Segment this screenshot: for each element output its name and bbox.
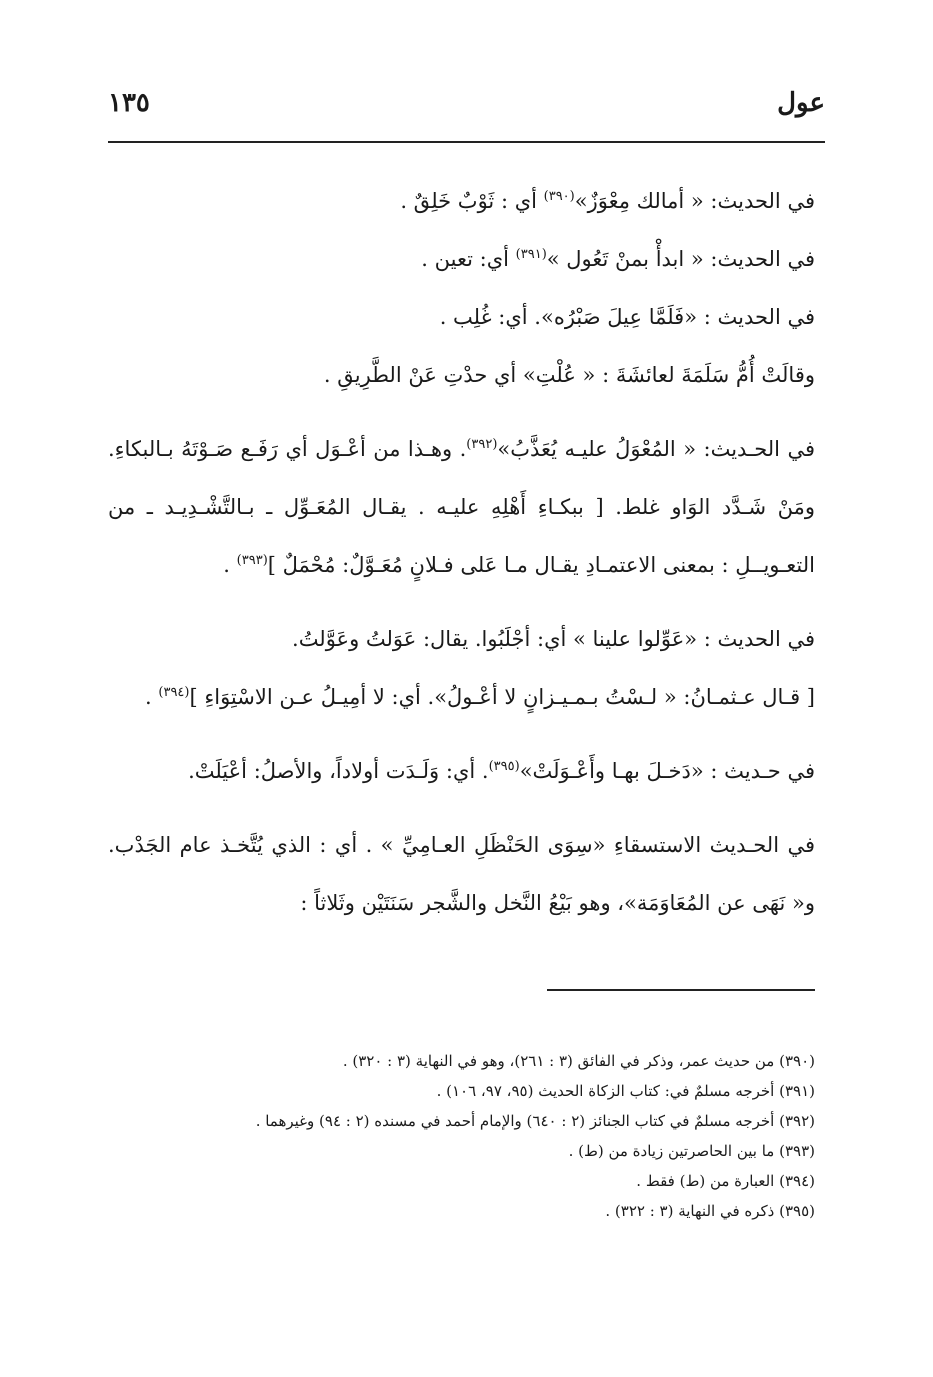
footnote-ref: (٣٩٢): [466, 437, 498, 452]
body-text: [108, 172, 815, 932]
footnote-ref: (٣٩٣): [236, 553, 268, 568]
footnote-ref: (٣٩٤): [158, 685, 190, 700]
paragraph-text: . أي: وَلَـدَت أولاداً، والأصلُ: أعْيَلَتْ.: [188, 759, 489, 783]
paragraph-text: في الحـديث الاستسقاءِ «سِوَى الحَنْظَلِ العـامِيِّ » . أي : الذي يُتَّخـذ عام الجَدْب. و« نَهَى عن المُعَاوَمَة»، وهو بَيْعُ النَّخل والشَّجر سَنَتَيْن وثَلاثاً :: [108, 833, 815, 915]
footnote-ref: (٣٩٠): [543, 189, 575, 204]
paragraph: [108, 420, 815, 594]
paragraph: [108, 742, 815, 800]
paragraph-text: .: [145, 685, 159, 709]
page-header: [108, 88, 825, 128]
paragraph: [108, 668, 815, 726]
paragraph-text: في الحديث : «فَلَمَّا عِيلَ صَبْرُه». أي: غُلِب .: [439, 305, 815, 329]
paragraph-text: أي: تعين .: [421, 247, 516, 271]
paragraph: [108, 288, 815, 346]
footnote: (٣٩٤) العبارة من (ط) فقط .: [636, 1172, 815, 1190]
root-word-heading: عول: [777, 88, 825, 118]
footnote: (٣٩٥) ذكره في النهاية (٣ : ٣٢٢) .: [605, 1202, 815, 1220]
paragraph: [108, 230, 815, 288]
paragraph-text: [ قـال عـثمـانُ: « لـسْتُ بـمـيـزانٍ لا أعْـولُ». أي: لا أمِيـلُ عـن الاسْتِوَاءِ ]: [189, 685, 815, 709]
footnote: (٣٩١) أخرجه مسلمٌ في: كتاب الزكاة الحديث (٩٥، ٩٧، ١٠٦) .: [436, 1082, 815, 1100]
footnote: (٣٩٢) أخرجه مسلمٌ في كتاب الجنائز (٢ : ٦٤٠) والإمام أحمد في مسنده (٢ : ٩٤) وغيرهما .: [255, 1112, 815, 1130]
footnote: (٣٩٠) من حديث عمر، وذكر في الفائق (٣ : ٢٦١)، وهو في النهاية (٣ : ٣٢٠) .: [342, 1052, 815, 1070]
paragraph-text: في الحديث: « أمالك مِعْوَزٌ»: [574, 189, 815, 213]
page-number: ١٣٥: [108, 88, 150, 118]
footnotes: [108, 1046, 815, 1226]
paragraph: [108, 172, 815, 230]
footnote-ref: (٣٩٥): [488, 759, 520, 774]
header-rule: [108, 141, 825, 143]
paragraph-text: أي : ثَوْبٌ خَلِقٌ .: [400, 189, 544, 213]
paragraph-text: .: [223, 553, 237, 577]
footnote-ref: (٣٩١): [515, 247, 547, 262]
footnote: (٣٩٣) ما بين الحاصرتين زيادة من (ط) .: [568, 1142, 815, 1160]
paragraph-text: في حـديث : «دَخـلَ بهـا وأَعْـوَلَتْ»: [519, 759, 815, 783]
paragraph-text: . وهـذا من أعْـوَل أي رَفَـع صَـوْتَهُ بـالبكاءِ. ومَنْ شَـدَّد الوَاو غلط. [ ببكـاءِ أَهْلِهِ عليـه . يقـال المُعَـوِّل ـ بـالتَّشْـدِيـد ـ من التعـويــلِ : بمعنى الاعتمـادِ يقـال مـا عَلى فـلانٍ مُعَـوَّلٌ: مُحْمَلٌ ]: [108, 437, 815, 577]
paragraph-text: في الحديث: « ابدأْ بمنْ تَعُول »: [546, 247, 815, 271]
paragraph-text: في الحـديث: « المُعْوَلُ عليـه يُعَذَّبُ»: [497, 437, 815, 461]
footnote-separator: [547, 989, 815, 991]
paragraph-text: في الحديث : «عَوِّلوا علينا » أي: أجْلَبُوا. يقال: عَوَلتُ وعَوَّلتُ.: [292, 627, 815, 651]
paragraph: [108, 346, 815, 404]
paragraph: [108, 816, 815, 932]
paragraph-text: وقالَتْ أُمُّ سَلَمَةَ لعائشَةَ : « عُلْتِ» أي حدْتِ عَنْ الطَّرِيقِ .: [323, 363, 815, 387]
paragraph: [108, 610, 815, 668]
